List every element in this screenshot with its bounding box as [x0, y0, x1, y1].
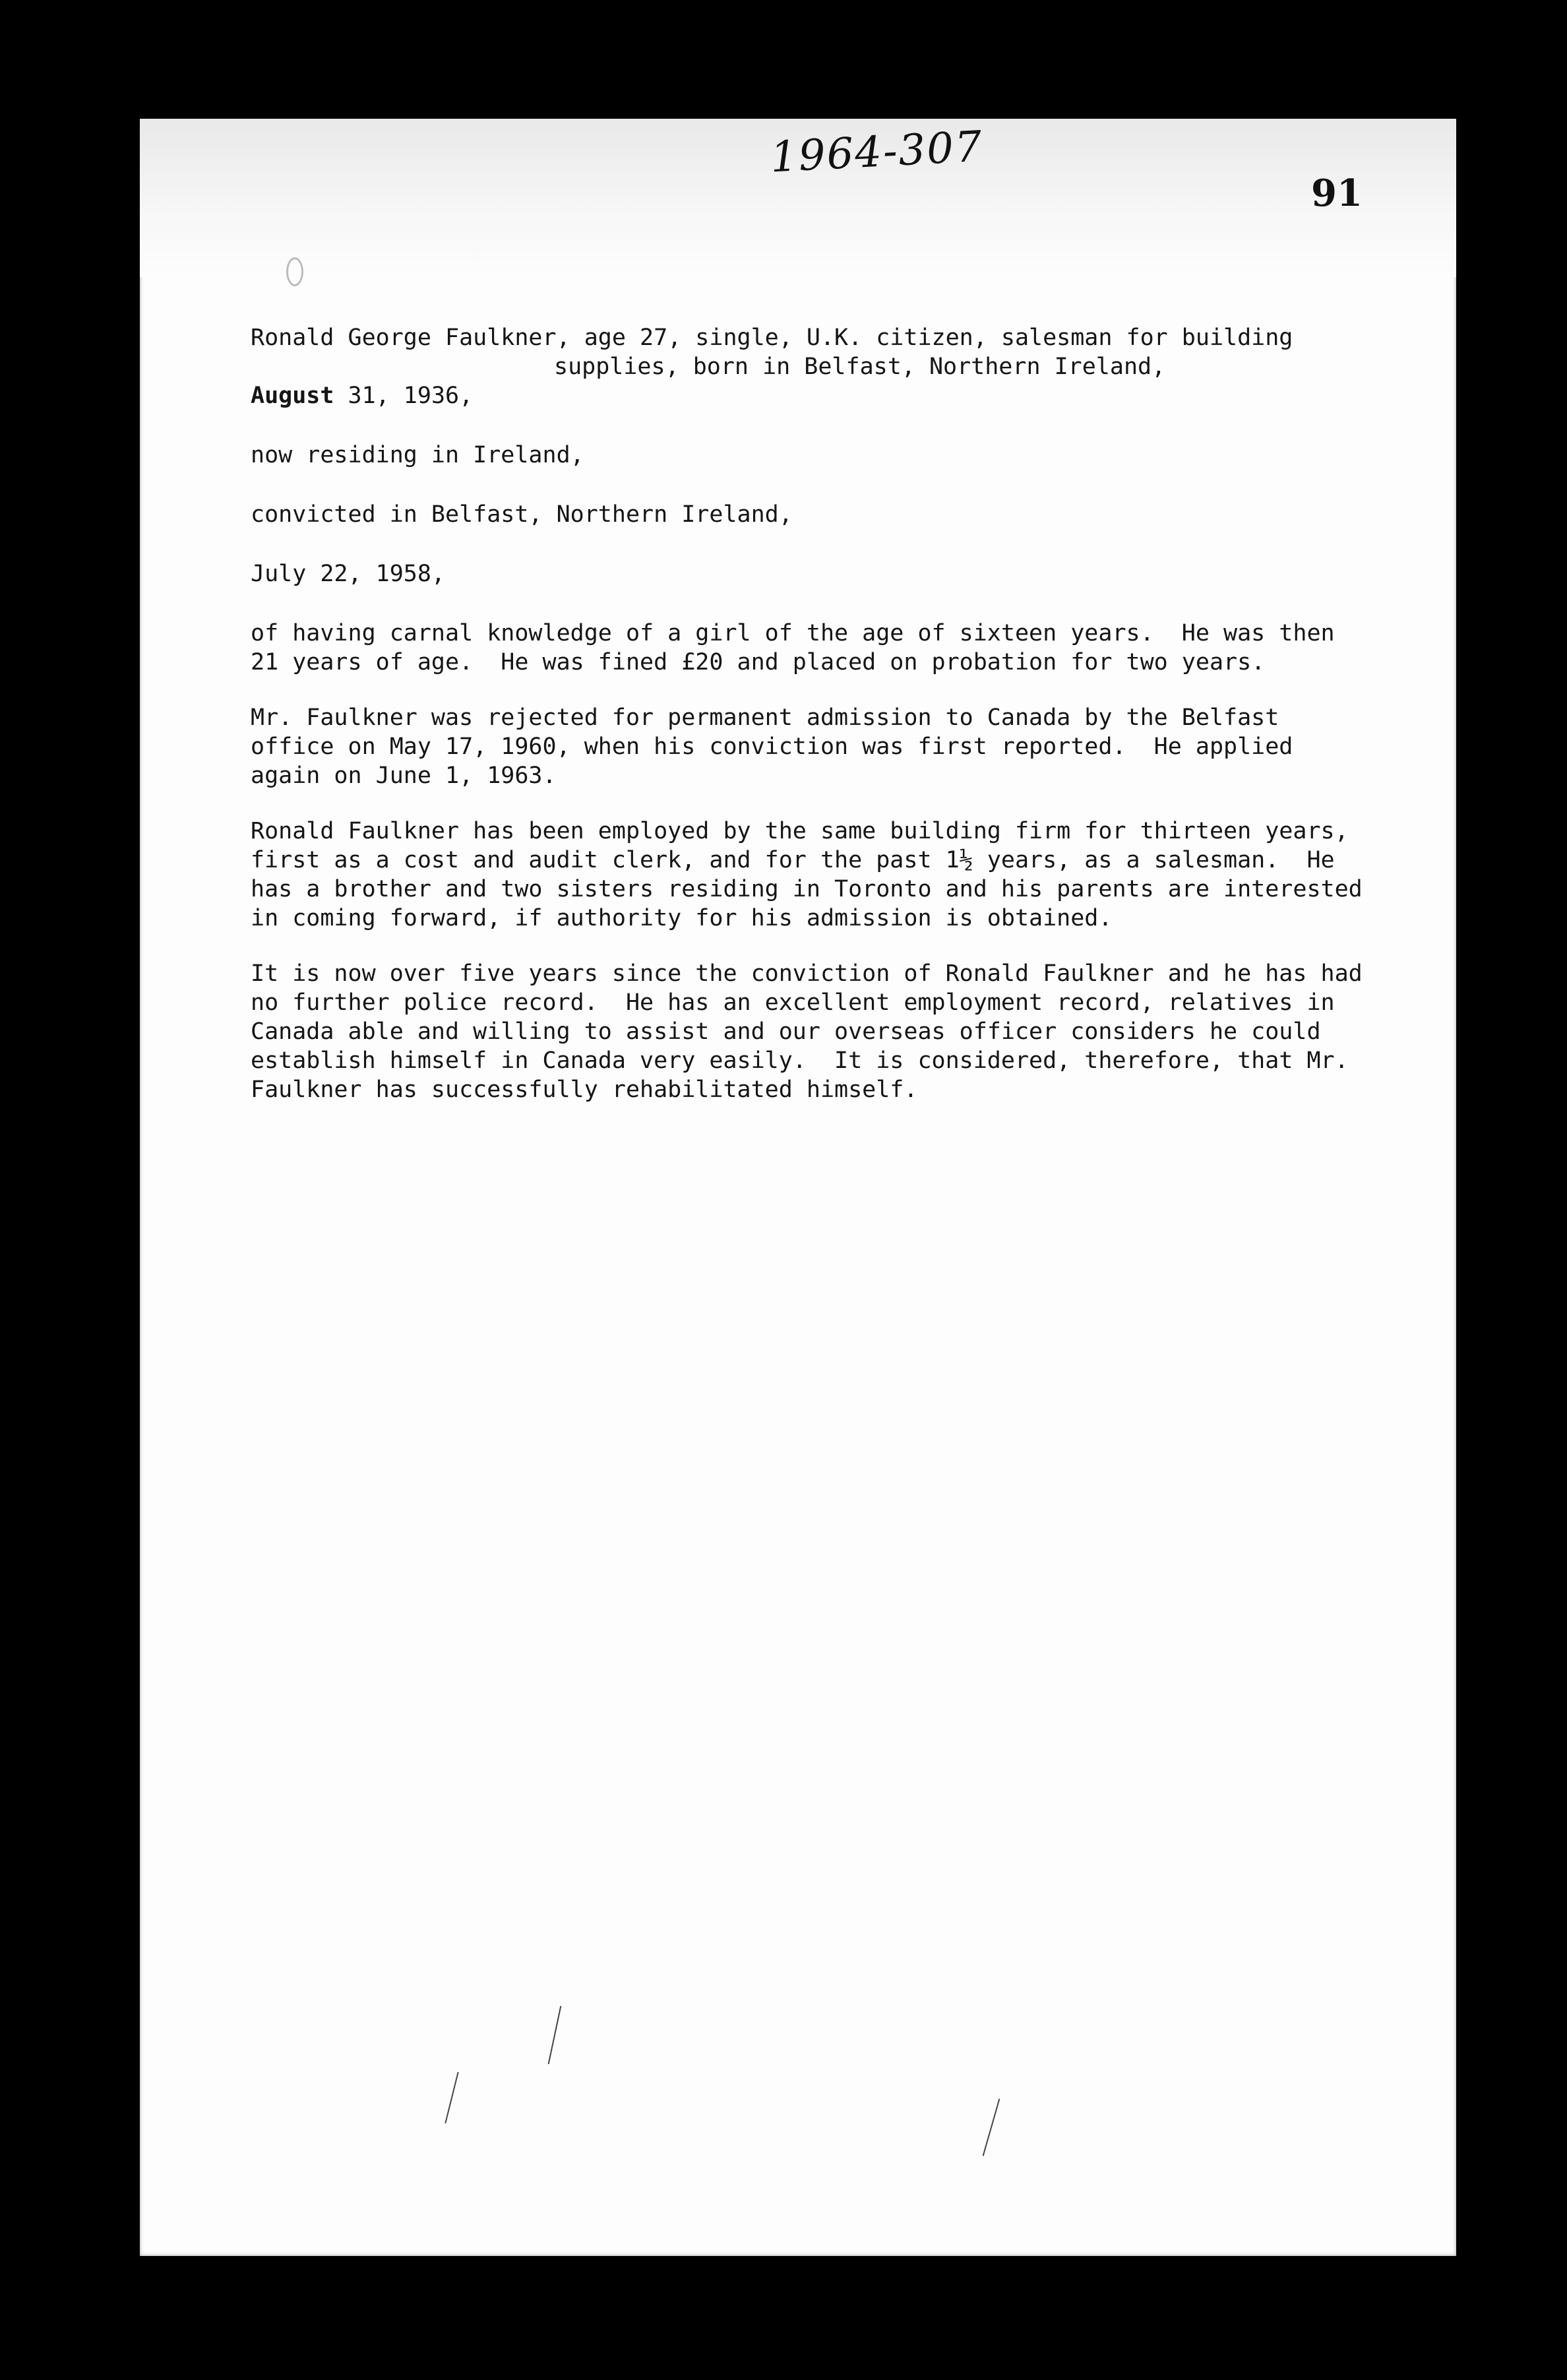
scan-scratch-mark — [548, 2006, 562, 2064]
paragraph-line: Mr. Faulkner was rejected for permanent admission to Canada by the Belfast — [251, 705, 1279, 731]
paragraph-line: It is now over five years since the conviction of Ronald Faulkner and he has had — [251, 960, 1363, 987]
paragraph-line: no further police record. He has an excellent employment record, relatives in — [251, 989, 1335, 1016]
paragraph-line: establish himself in Canada very easily. It is considered, therefore, that Mr. — [251, 1048, 1349, 1074]
punch-hole — [286, 257, 303, 286]
dob-month: August — [251, 383, 334, 409]
paragraph-line: has a brother and two sisters residing in Toronto and his parents are interested — [251, 876, 1363, 902]
subject-line-2: supplies, born in Belfast, Northern Ireland, — [554, 354, 1166, 380]
paragraph-line: first as a cost and audit clerk, and for the past 1½ years, as a salesman. He — [251, 847, 1335, 873]
paragraph-line: again on June 1, 1963. — [251, 763, 557, 789]
conviction-place-line: convicted in Belfast, Northern Ireland, — [251, 501, 793, 528]
paragraph-line: Faulkner has successfully rehabilitated himself. — [251, 1077, 918, 1103]
paragraph-employment — [251, 817, 1372, 933]
document-body — [251, 323, 1372, 1104]
paragraph-line: 21 years of age. He was fined £20 and placed on probation for two years. — [251, 649, 1266, 675]
paragraph-line: in coming forward, if authority for his admission is obtained. — [251, 905, 1113, 931]
date-of-birth — [251, 381, 1372, 410]
document-page — [140, 119, 1456, 2256]
paragraph-line: of having carnal knowledge of a girl of the age of sixteen years. He was then — [251, 620, 1335, 646]
residence-line: now residing in Ireland, — [251, 442, 584, 468]
page-number: 91 — [1311, 172, 1363, 215]
paragraph-line: office on May 17, 1960, when his conviction was first reported. He applied — [251, 734, 1293, 760]
dob-day-year: 31, 1936, — [334, 383, 474, 409]
paragraph-line: Canada able and willing to assist and our overseas officer considers he could — [251, 1018, 1321, 1045]
paragraph-rejection — [251, 703, 1372, 790]
paragraph-offence — [251, 619, 1372, 677]
paragraph-line: Ronald Faulkner has been employed by the same building firm for thirteen years, — [251, 818, 1349, 844]
handwritten-file-reference: 1964-307 — [769, 122, 985, 183]
subject-line-1: Ronald George Faulkner, age 27, single, U.K. citizen, salesman for building — [251, 325, 1293, 351]
scan-scratch-mark — [983, 2098, 1000, 2156]
conviction-date-line: July 22, 1958, — [251, 561, 446, 587]
scan-scratch-mark — [445, 2072, 458, 2123]
paragraph-conclusion — [251, 959, 1372, 1104]
